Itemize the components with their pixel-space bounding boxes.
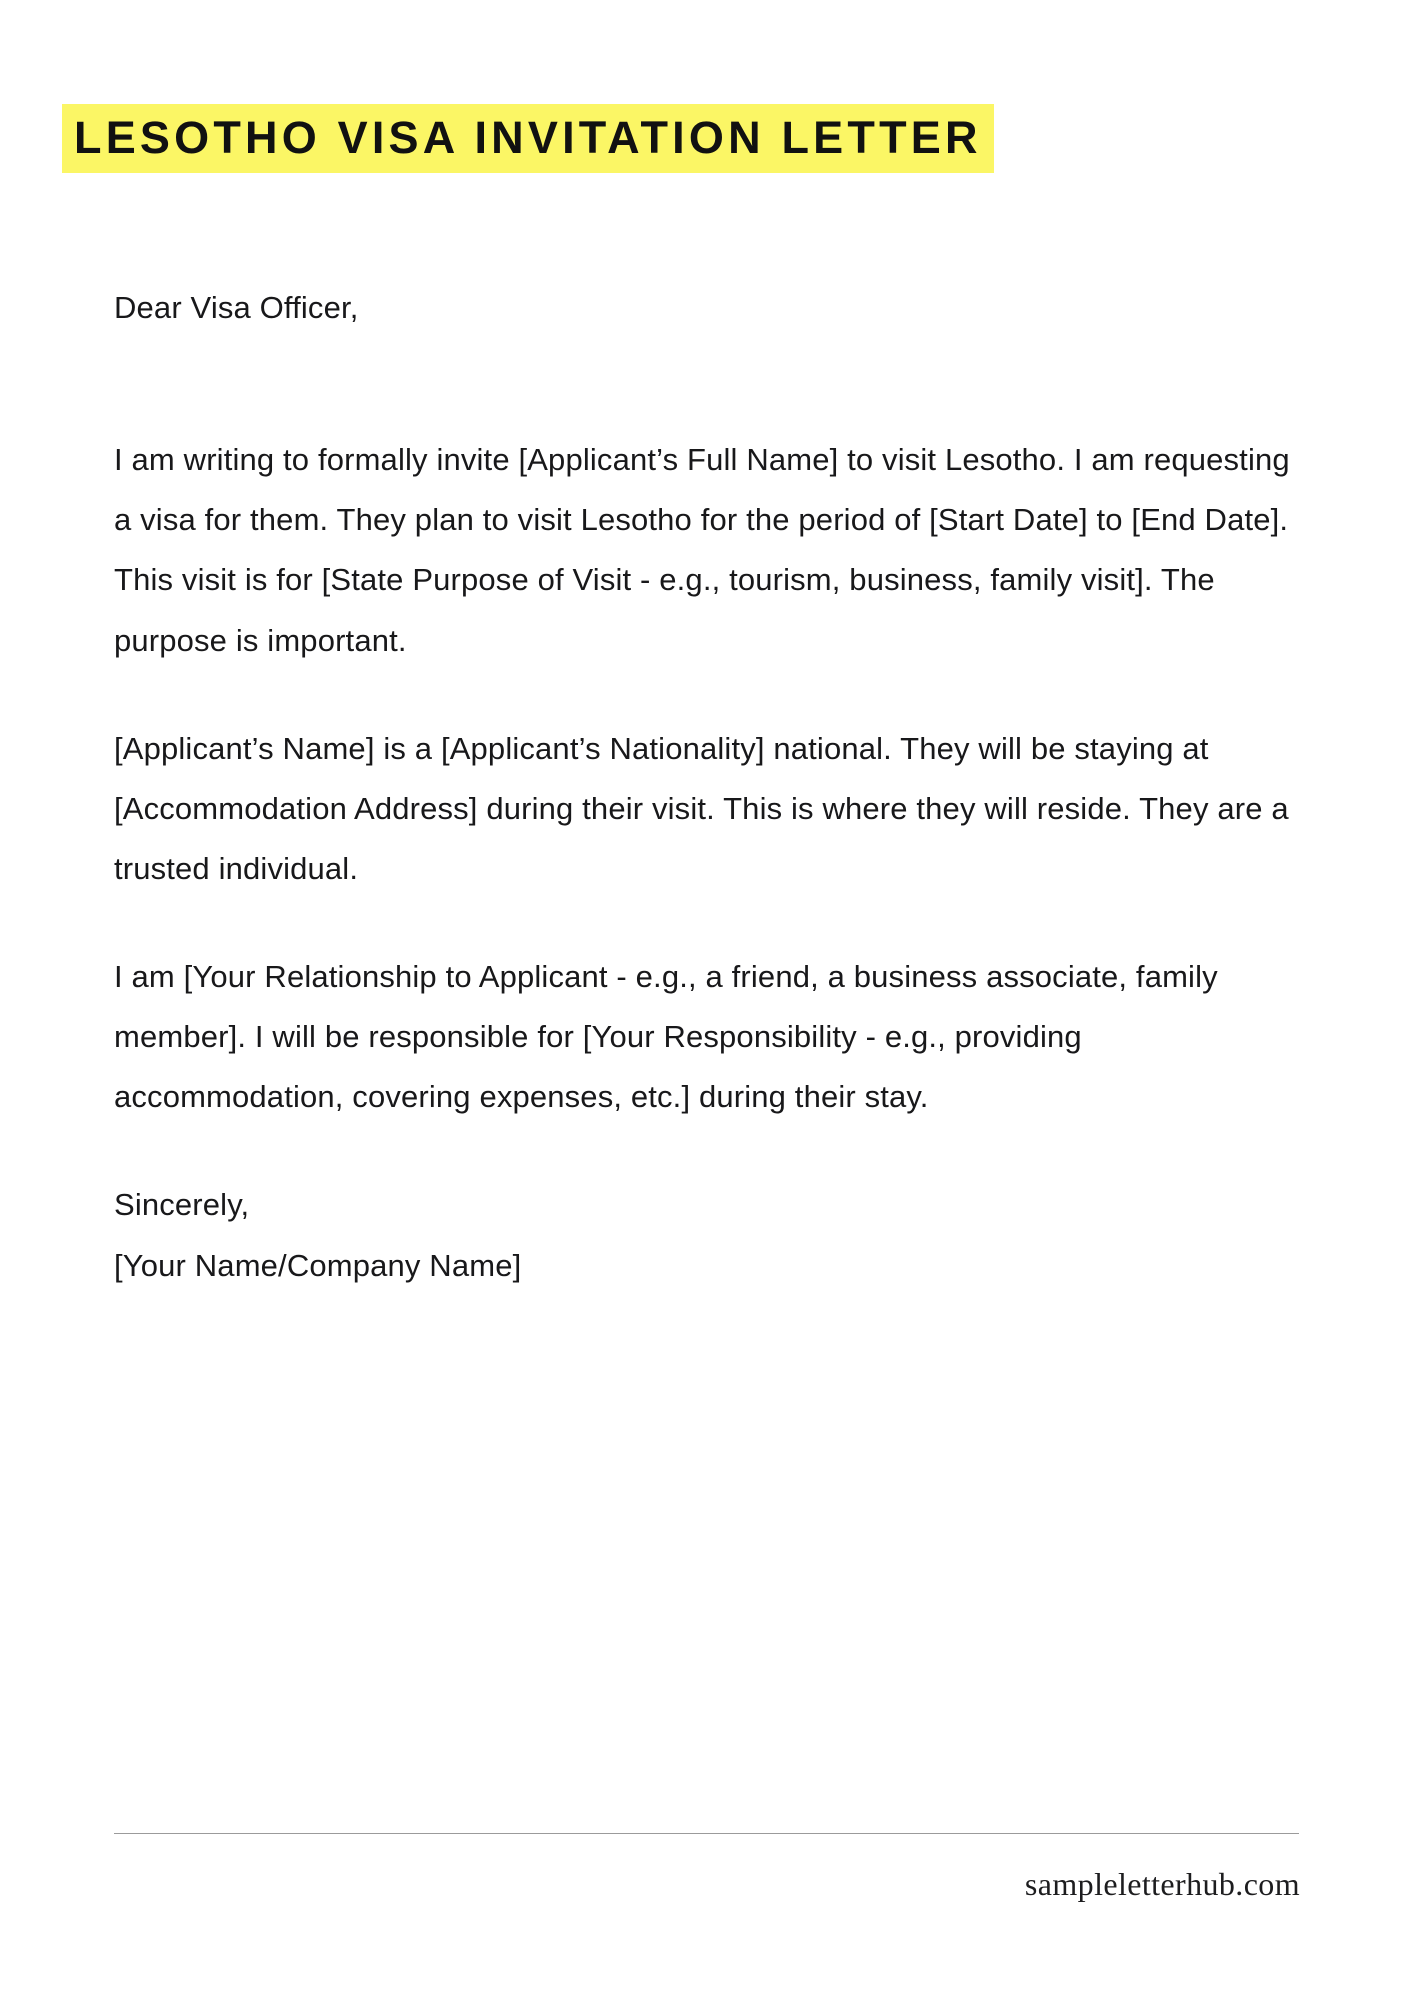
page-title-text: LESOTHO VISA INVITATION LETTER xyxy=(62,104,994,173)
letter-paragraph-2: [Applicant’s Name] is a [Applicant’s Nationality] national. They will be staying at [Accommodation Address] during their visit. This is where they will reside. They are a trusted individual. xyxy=(114,730,1289,886)
letter-closing: Sincerely, xyxy=(114,1187,250,1223)
letter-salutation: Dear Visa Officer, xyxy=(114,290,359,325)
letter-body xyxy=(114,278,1329,1296)
letter-signature: [Your Name/Company Name] xyxy=(114,1247,522,1283)
letter-paragraph-3: I am [Your Relationship to Applicant - e.g., a friend, a business associate, family member]. I will be responsible for [Your Responsibility - e.g., providing accommodation, covering expenses, etc.] during their stay. xyxy=(114,959,1218,1115)
footer-website: sampleletterhub.com xyxy=(1024,1866,1300,1902)
page-title xyxy=(62,104,1279,173)
footer-divider xyxy=(114,1833,1299,1834)
letter-paragraph-1: I am writing to formally invite [Applicant’s Full Name] to visit Lesotho. I am requesting a visa for them. They plan to visit Lesotho for the period of [Start Date] to [End Date]. This visit is for [State Purpose of Visit - e.g., tourism, business, family visit]. The purpose is important. xyxy=(114,442,1290,658)
